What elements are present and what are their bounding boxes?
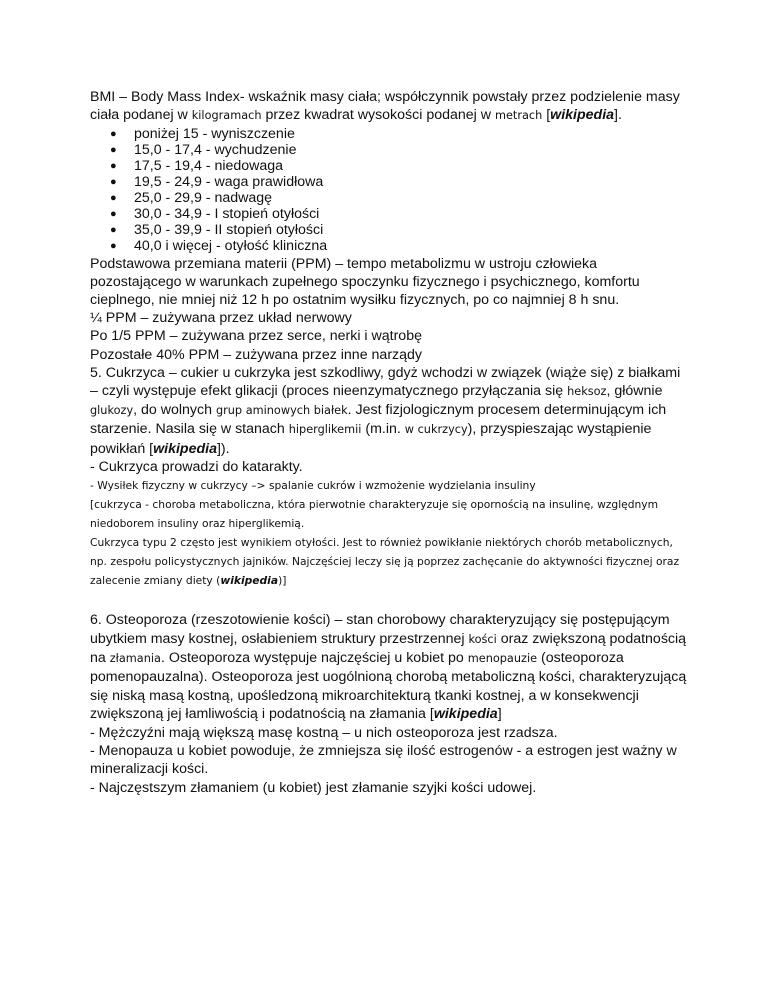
document-page bbox=[90, 88, 690, 797]
list-item: ● 17,5 - 19,4 - niedowaga bbox=[134, 159, 690, 175]
list-item: ● poniżej 15 - wyniszczenie bbox=[134, 127, 690, 143]
ppm-definition: Podstawowa przemiana materii (PPM) – tempo metabolizmu w ustroju człowieka pozostającego w warunkach zupełnego spoczynku fizycznego i psychicznego, komfortu cieplnego, nie mniej niż 12 h po ostatnim wysiłku fizycznych, po co najmniej 8 h snu. bbox=[90, 255, 640, 309]
list-item: ● 15,0 - 17,4 - wychudzenie bbox=[134, 143, 690, 159]
diabetes-definition: [cukrzyca - choroba metaboliczna, która pierwotnie charakteryzuje się opornością na insulinę, względnym niedoborem insuliny oraz hiperglikemią. bbox=[90, 498, 659, 531]
spacer bbox=[90, 590, 690, 611]
ppm-line-other: Pozostałe 40% PPM – zużywana przez inne narządy bbox=[90, 346, 423, 363]
list-item: ● 19,5 - 24,9 - waga prawidłowa bbox=[134, 175, 690, 191]
bmi-intro: BMI – Body Mass Index- wskaźnik masy ciała; współczynnik powstały przez podzielenie masy ciała podanej w kilogramach przez kwadrat wysokości podanej w metrach [wikipedia]. bbox=[90, 89, 680, 124]
diabetes-exercise: - Wysiłek fizyczny w cukrzycy –> spalanie cukrów i wzmożenie wydzielania insuliny bbox=[90, 479, 536, 493]
wikipedia-ref: wikipedia bbox=[220, 574, 279, 588]
diabetes-cataract: - Cukrzyca prowadzi do katarakty. bbox=[90, 458, 303, 475]
list-item: ● 25,0 - 29,9 - nadwagę bbox=[134, 191, 690, 207]
wikipedia-ref: wikipedia bbox=[550, 107, 615, 124]
ppm-line-organs: Po 1/5 PPM – zużywana przez serce, nerki i wątrobę bbox=[90, 328, 422, 345]
bmi-list bbox=[90, 127, 690, 254]
diabetes-paragraph: 5. Cukrzyca – cukier u cukrzyka jest szkodliwy, gdyż wchodzi w związek (wiąże się) z białkami – czyli występuje efekt glikacji (proces nieenzymatycznego przyłączania się heksoz, głównie glukozy, do wolnych grup aminowych białek. Jest fizjologicznym procesem determinującym ich starzenie. Nasila się w stanach hiperglikemii (m.in. w cukrzycy), przyspieszając wystąpienie powikłań [wikipedia]). bbox=[90, 364, 681, 457]
ppm-line-nervous: ¼ PPM – zużywana przez układ nerwowy bbox=[90, 310, 352, 327]
osteo-menopause: - Menopauza u kobiet powoduje, że zmniejsza się ilość estrogenów - a estrogen jest ważny w mineralizacji kości. bbox=[90, 742, 677, 778]
list-item: ● 30,0 - 34,9 - I stopień otyłości bbox=[134, 207, 690, 223]
diabetes-type2: Cukrzyca typu 2 często jest wynikiem otyłości. Jest to również powikłanie niektórych chorób metabolicznych, np. zespołu policystycznych jajników. Najczęściej leczy się ją poprzez zachęcanie do aktywności fizycznej oraz zalecenie zmiany diety (wikipedia)] bbox=[90, 536, 680, 588]
wikipedia-ref: wikipedia bbox=[153, 440, 217, 457]
osteo-men: - Mężczyźni mają większą masę kostną – u nich osteoporoza jest rzadsza. bbox=[90, 724, 558, 741]
term-kilogramach: kilogramach bbox=[191, 109, 262, 123]
list-item: ● 40,0 i więcej - otyłość kliniczna bbox=[134, 239, 690, 255]
list-item: ● 35,0 - 39,9 - II stopień otyłości bbox=[134, 223, 690, 239]
term-metrach: metrach bbox=[494, 109, 543, 123]
osteoporosis-paragraph: 6. Osteoporoza (rzeszotowienie kości) – stan chorobowy charakteryzujący się postępującym ubytkiem masy kostnej, osłabieniem struktury przestrzennej kości oraz zwiększoną podatnością na złamania. Osteoporoza występuje najczęściej u kobiet po menopauzie (osteoporoza pomenopauzalna). Osteoporoza jest uogólnioną chorobą metaboliczną kości, charakteryzującą się niską masą kostną, upośledzoną mikroarchitekturą tkanki kostnej, a w konsekwencji zwiększoną jej łamliwością i podatnością na złamania [wikipedia] bbox=[90, 612, 687, 723]
osteo-fracture: - Najczęstszym złamaniem (u kobiet) jest złamanie szyjki kości udowej. bbox=[90, 779, 537, 796]
wikipedia-ref: wikipedia bbox=[433, 706, 498, 723]
